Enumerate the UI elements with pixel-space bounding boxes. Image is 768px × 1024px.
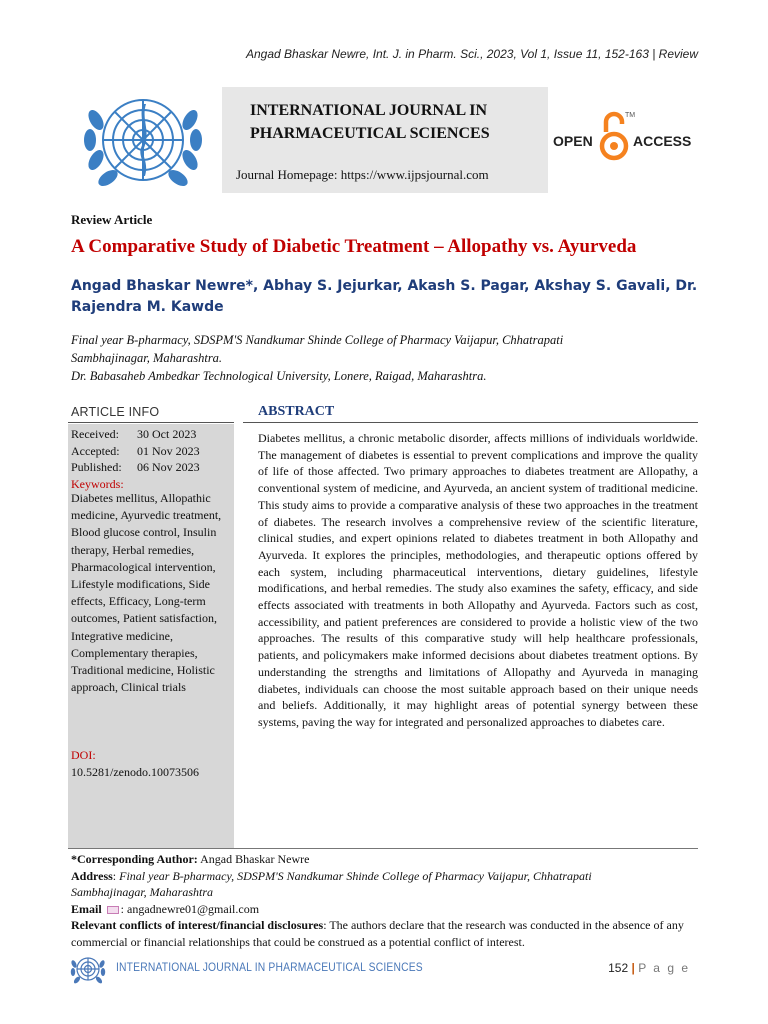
article-type: Review Article <box>71 212 153 227</box>
journal-title-line1: INTERNATIONAL JOURNAL IN <box>250 102 488 119</box>
conflicts-label: Relevant conflicts of interest/financial disclosures <box>71 918 324 932</box>
doi-link[interactable]: 10.5281/zenodo.10073506 <box>71 765 199 779</box>
un-emblem-icon <box>78 90 208 195</box>
journal-homepage-link[interactable]: Journal Homepage: https://www.ijpsjournal.com <box>236 167 489 182</box>
affiliation <box>71 331 691 385</box>
abstract-heading: ABSTRACT <box>258 404 335 419</box>
received-row <box>71 426 200 443</box>
doi-label: DOI: <box>71 748 96 762</box>
published-row <box>71 459 200 476</box>
affiliation-line: Dr. Babasaheb Ambedkar Technological University, Lonere, Raigad, Maharashtra. <box>71 369 487 383</box>
corresponding-author-line <box>71 851 711 868</box>
affiliation-line: Sambhajinagar, Maharashtra. <box>71 351 223 365</box>
accepted-row <box>71 443 200 460</box>
page-separator: | <box>631 961 635 975</box>
keywords-list: Diabetes mellitus, Allopathic medicine, Ayurvedic treatment, Blood glucose control, Insulin therapy, Herbal remedies, Pharmacological intervention, Lifestyle modifications, Side effects, Efficacy, Long-term outcomes, Patient satisfaction, Integrative medicine, Complementary therapies, Traditional medicine, Holistic approach, Clinical trials <box>71 491 222 695</box>
accepted-date: 01 Nov 2023 <box>137 443 200 458</box>
open-access-label-access: ACCESS <box>633 133 692 149</box>
article-info-heading: ARTICLE INFO <box>71 405 160 419</box>
received-label: Received: <box>71 427 119 441</box>
open-access-label-open: OPEN <box>553 133 593 149</box>
page-number <box>608 961 690 975</box>
corresponding-author-label: *Corresponding Author: <box>71 852 198 866</box>
article-title: A Comparative Study of Diabetic Treatment – Allopathy vs. Ayurveda <box>71 236 637 257</box>
article-info-panel <box>68 424 234 848</box>
received-date: 30 Oct 2023 <box>137 427 197 441</box>
author-list <box>71 276 711 318</box>
email-line: Email : angadnewre01@gmail.com <box>71 901 260 916</box>
footer-journal-name: INTERNATIONAL JOURNAL IN PHARMACEUTICAL SCIENCES <box>116 960 423 974</box>
keywords-label: Keywords: <box>71 477 124 492</box>
journal-title <box>250 99 490 145</box>
page-word: P a g e <box>638 961 690 975</box>
un-emblem-icon <box>70 952 106 986</box>
correspondence-block <box>71 851 711 950</box>
running-head: Angad Bhaskar Newre, Int. J. in Pharm. Sci., 2023, Vol 1, Issue 11, 152-163 | Review <box>245 47 698 61</box>
published-date: 06 Nov 2023 <box>137 460 200 475</box>
page-number-value: 152 <box>608 961 629 975</box>
conflicts-line: Relevant conflicts of interest/financial disclosures: The authors declare that the research was conducted in the absence of any commercial or financial relationships that could be construed as a potential conflict of interest. <box>71 918 684 949</box>
author-line: Angad Bhaskar Newre*, Abhay S. Jejurkar, Akash S. Pagar, Akshay S. Gavali, Dr. <box>71 278 698 294</box>
article-info-divider <box>68 422 234 423</box>
open-access-lock-icon <box>553 108 698 164</box>
accepted-label: Accepted: <box>71 443 120 458</box>
affiliation-line: Final year B-pharmacy, SDSPM'S Nandkumar Shinde College of Pharmacy Vaijapur, Chhatrapati <box>71 333 564 347</box>
journal-title-line2: PHARMACEUTICAL SCIENCES <box>250 125 490 142</box>
trademark-label: TM <box>625 112 636 119</box>
email-icon <box>107 906 119 914</box>
address-text: Final year B-pharmacy, SDSPM'S Nandkumar Shinde College of Pharmacy Vaijapur, Chhatrapati <box>119 868 592 883</box>
conflicts-text: The authors declare that the research was conducted in the absence of any commercial or financial relationships that could be construed as a potential conflict of interest. <box>71 918 684 949</box>
email-address[interactable]: angadnewre01@gmail.com <box>127 901 260 916</box>
abstract-divider <box>243 422 698 423</box>
abstract-body: Diabetes mellitus, a chronic metabolic disorder, affects millions of individuals worldwide. The management of diabetes is essential to prevent complications and improve the quality of life of those affected. Two primary approaches to diabetes treatment are Allopathy, a conventional system of medicine, and Ayurveda, an ancient system of traditional medicine. This study aims to provide a comparative analysis of these two approaches in the treatment of diabetes. The research involves a comprehensive review of the scientific literature, clinical studies, and expert opinions related to diabetes treatment in both Allopathy and Ayurveda. It explores the principles, methodologies, and therapeutic options offered by each system, including pharmaceutical interventions, dietary guidelines, lifestyle modifications, and herbal remedies. The study also examines the safety, efficacy, and side effects associated with treatments in both Allopathy and Ayurveda. Factors such as cost, accessibility, and patient preferences are considered to provide a holistic view of the two approaches. The results of this comparative study will help healthcare professionals, patients, and policymakers make informed decisions about diabetes treatment options. By understanding the strengths and limitations of Allopathy and Ayurveda in managing diabetes, individuals can choose the most suitable approach based on their unique needs and beliefs. Additionally, it may highlight areas of potential synergy between these systems, paving the way for integrated and personalized approaches to diabetes care. <box>258 431 698 729</box>
address-text-2: Sambhajinagar, Maharashtra <box>71 885 214 899</box>
footnote-divider <box>68 848 698 849</box>
address-line-2 <box>71 884 711 901</box>
address-line: Address: Final year B-pharmacy, SDSPM'S Nandkumar Shinde College of Pharmacy Vaijapur, Chhatrapati <box>71 868 592 883</box>
address-label: Address <box>71 868 113 883</box>
author-line: Rajendra M. Kawde <box>71 299 224 315</box>
corresponding-author-name: Angad Bhaskar Newre <box>200 852 310 866</box>
published-label: Published: <box>71 460 122 475</box>
journal-header-box <box>222 87 548 193</box>
email-label: Email <box>71 901 102 916</box>
